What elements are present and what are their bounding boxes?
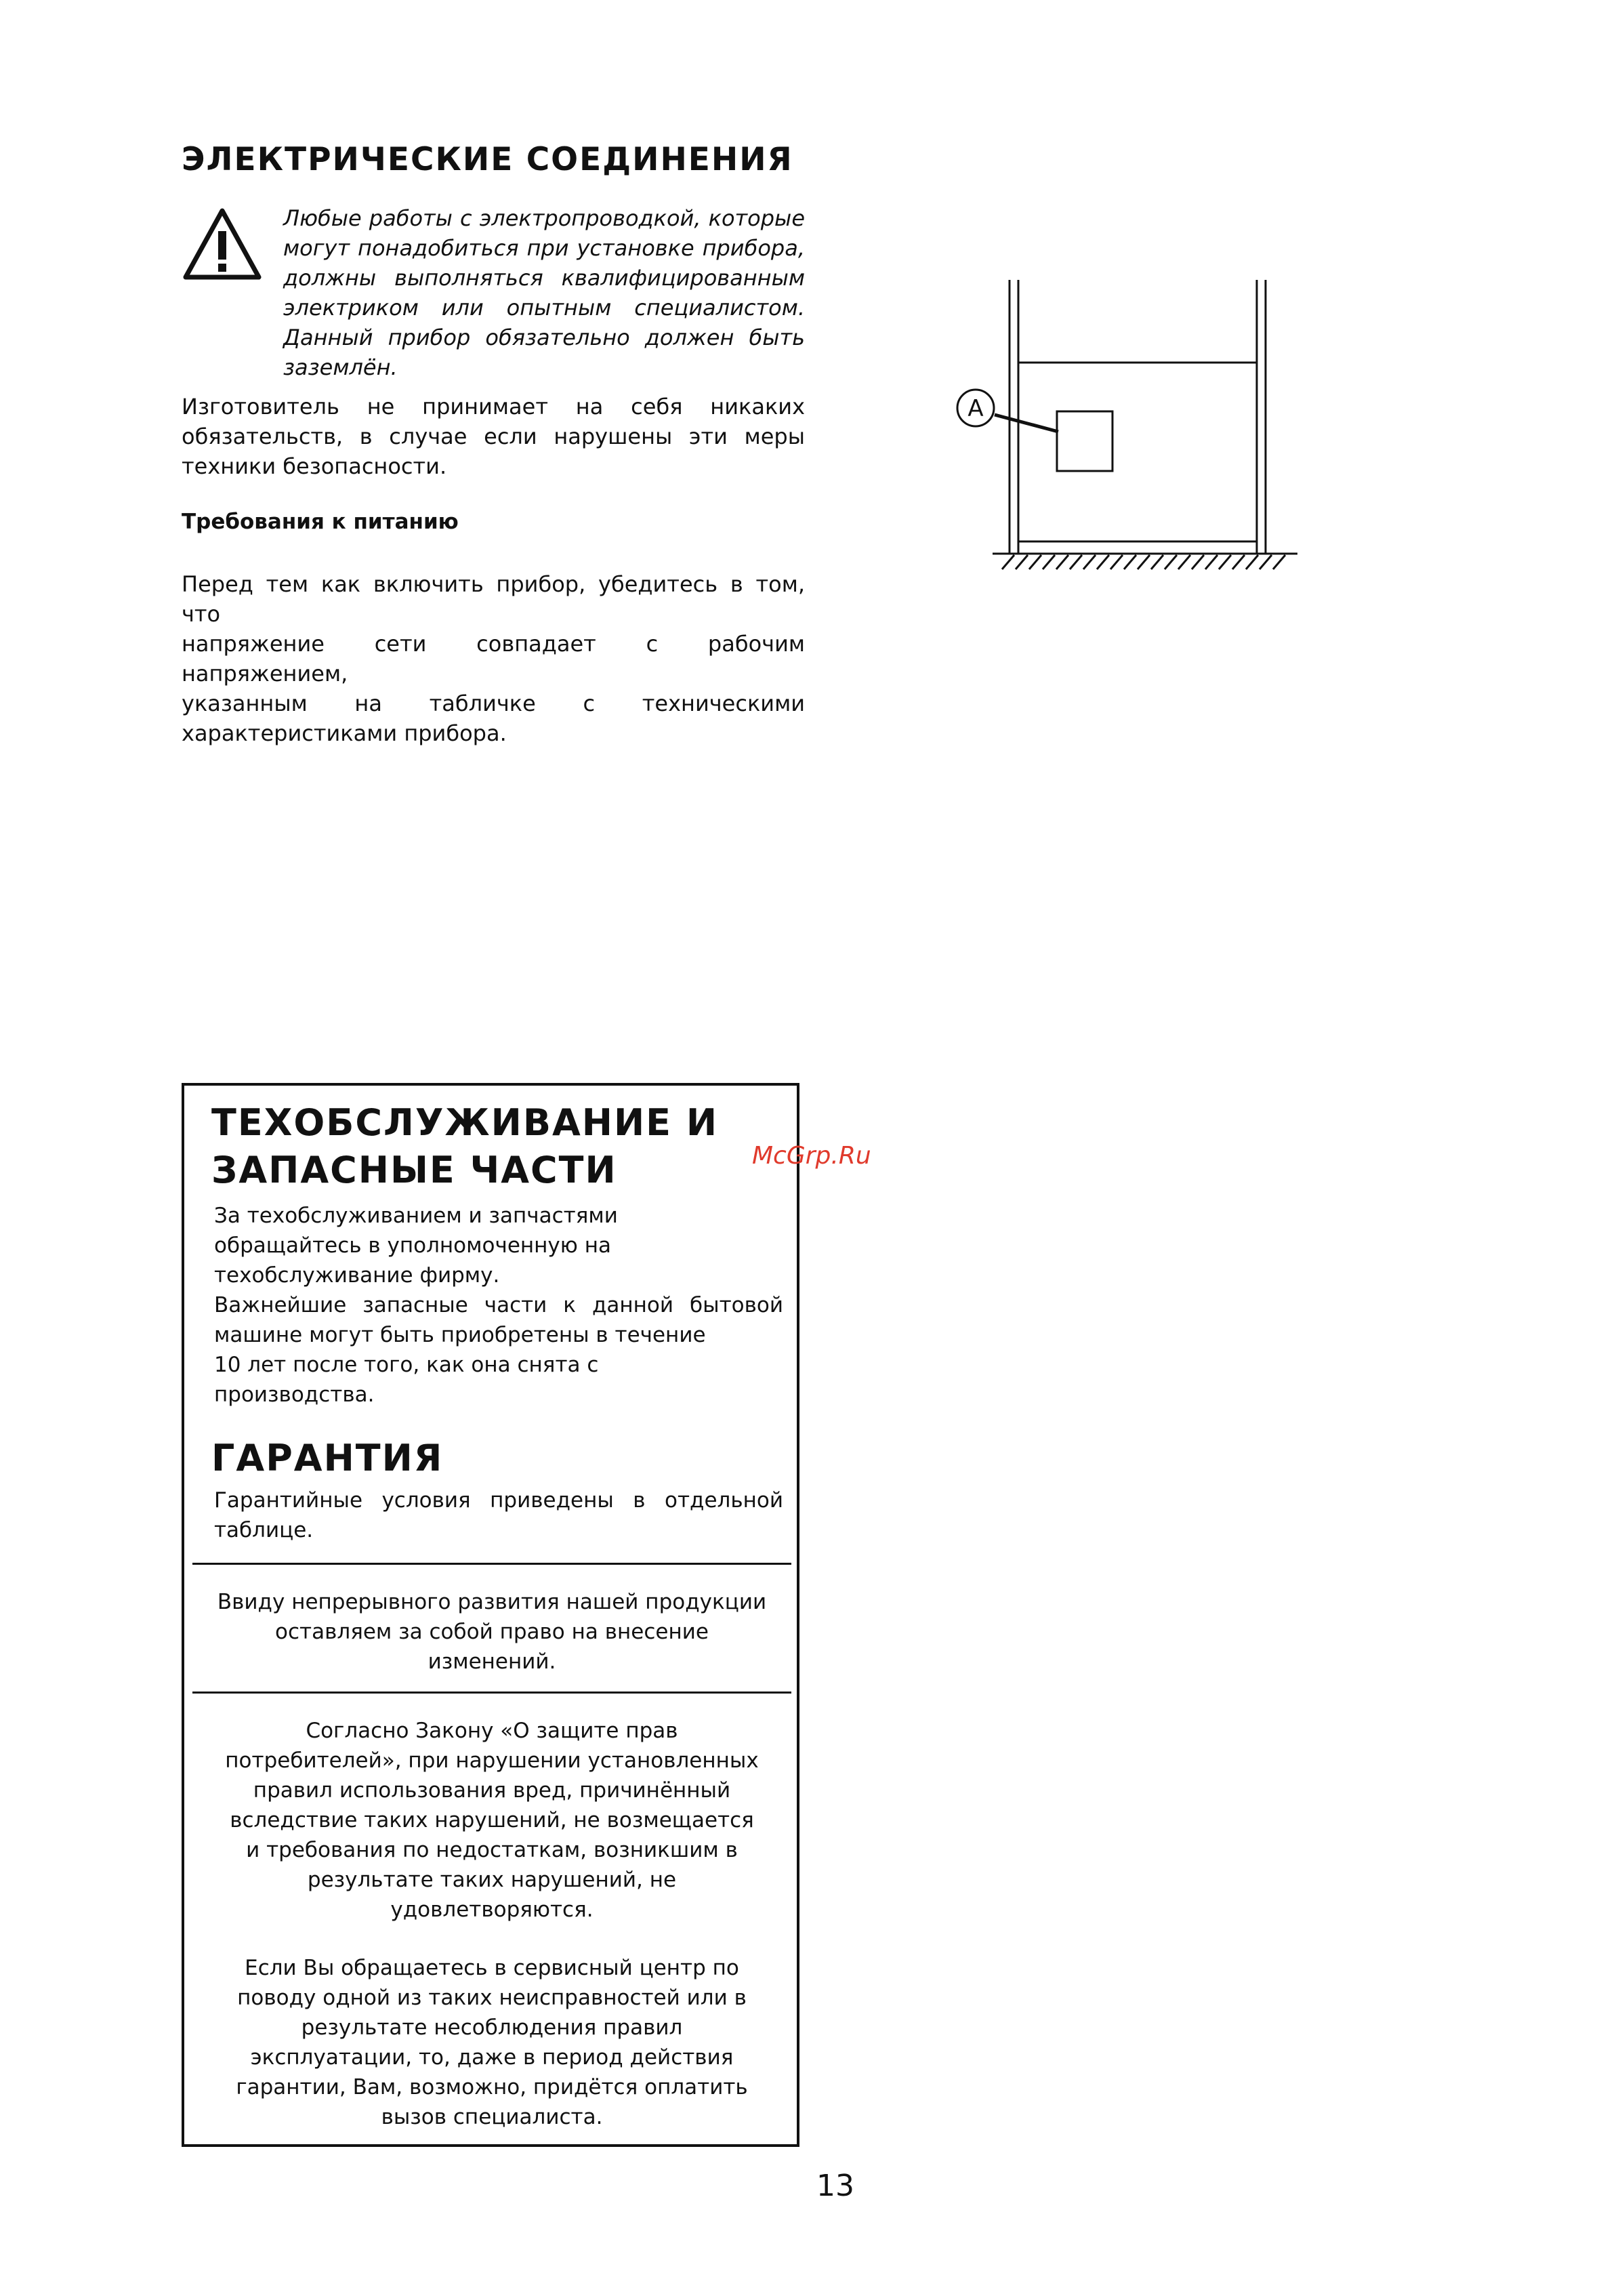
power-line: указанным на табличке с техническими [182, 691, 805, 716]
electrical-warning-text [283, 203, 805, 382]
service-line: Важнейшие запасные части к данной бытовой [214, 1293, 783, 1317]
service-title-line1: ТЕХОБСЛУЖИВАНИЕ И [211, 1101, 719, 1144]
warranty-line: таблице. [214, 1518, 314, 1542]
notice-changes [201, 1587, 783, 1677]
service-text [214, 1201, 783, 1410]
power-requirements-title: Требования к питанию [182, 510, 459, 534]
disclaimer-line: Изготовитель не принимает на себя никаких [182, 394, 805, 419]
diagram-label-a: A [967, 395, 984, 422]
notice-service-line: гарантии, Вам, возможно, придётся оплатить [236, 2075, 748, 2099]
service-line: производства. [214, 1382, 375, 1407]
power-line: напряжение сети совпадает с рабочим напряжением, [182, 631, 805, 686]
power-requirements-text [182, 569, 805, 748]
notice-changes-line: Ввиду непрерывного развития нашей продукции [217, 1590, 767, 1614]
notice-service-line: эксплуатации, то, даже в период действия [250, 2045, 734, 2070]
notice-service-call [201, 1953, 783, 2132]
notice-consumer-law [201, 1716, 783, 1925]
service-line: техобслуживание фирму. [214, 1263, 500, 1288]
warranty-line: Гарантийные условия приведены в отдельной [214, 1488, 783, 1513]
manufacturer-disclaimer [182, 392, 805, 481]
disclaimer-line: техники безопасности. [182, 453, 447, 479]
warning-triangle-icon [182, 207, 263, 281]
service-warranty-box [182, 1083, 799, 2147]
service-line: машине могут быть приобретены в течение [214, 1323, 706, 1347]
service-title-line2: ЗАПАСНЫЕ ЧАСТИ [211, 1149, 617, 1191]
disclaimer-line: обязательств, в случае если нарушены эти меры [182, 424, 805, 449]
notice-service-line: результате несоблюдения правил [301, 2015, 683, 2040]
service-line: обращайтесь в уполномоченную на [214, 1233, 611, 1258]
warranty-text [214, 1485, 783, 1545]
power-line: характеристиками прибора. [182, 720, 507, 746]
service-line: За техобслуживанием и запчастями [214, 1204, 618, 1228]
divider [192, 1563, 791, 1565]
warning-line: должны выполняться квалифицированным [283, 265, 805, 291]
warranty-title: ГАРАНТИЯ [211, 1437, 444, 1479]
page-number: 13 [816, 2169, 854, 2203]
notice-service-line: Если Вы обращаетесь в сервисный центр по [245, 1956, 739, 1980]
notice-service-line: поводу одной из таких неисправностей или в [237, 1986, 747, 2010]
service-line: 10 лет после того, как она снята с [214, 1353, 599, 1377]
warning-line: электриком или опытным специалистом. [283, 295, 805, 321]
socket-box [1057, 411, 1112, 471]
watermark: McGrp.Ru [752, 1142, 871, 1170]
notice-law-line: результате таких нарушений, не [307, 1868, 677, 1892]
divider [192, 1692, 791, 1694]
warning-line: могут понадобиться при установке прибора, [283, 235, 805, 261]
notice-law-line: правил использования вред, причинённый [253, 1778, 731, 1803]
appliance-socket-diagram [945, 274, 1311, 586]
notice-service-line: вызов специалиста. [381, 2105, 603, 2129]
notice-law-line: потребителей», при нарушении установленных [225, 1748, 759, 1773]
notice-changes-line: оставляем за собой право на внесение [275, 1620, 709, 1644]
notice-changes-line: изменений. [428, 1649, 556, 1674]
warning-line: Любые работы с электропроводкой, которые [283, 205, 805, 231]
notice-law-line: удовлетворяются. [390, 1898, 594, 1922]
notice-law-line: Согласно Закону «О защите прав [306, 1719, 678, 1743]
warning-line: заземлён. [283, 354, 398, 380]
notice-law-line: вследствие таких нарушений, не возмещается [230, 1808, 754, 1832]
power-line: Перед тем как включить прибор, убедитесь в том, что [182, 571, 805, 627]
warning-line: Данный прибор обязательно должен быть [283, 325, 805, 350]
section-title-electrical: ЭЛЕКТРИЧЕСКИЕ СОЕДИНЕНИЯ [182, 141, 793, 178]
notice-law-line: и требования по недостаткам, возникшим в [246, 1838, 738, 1862]
